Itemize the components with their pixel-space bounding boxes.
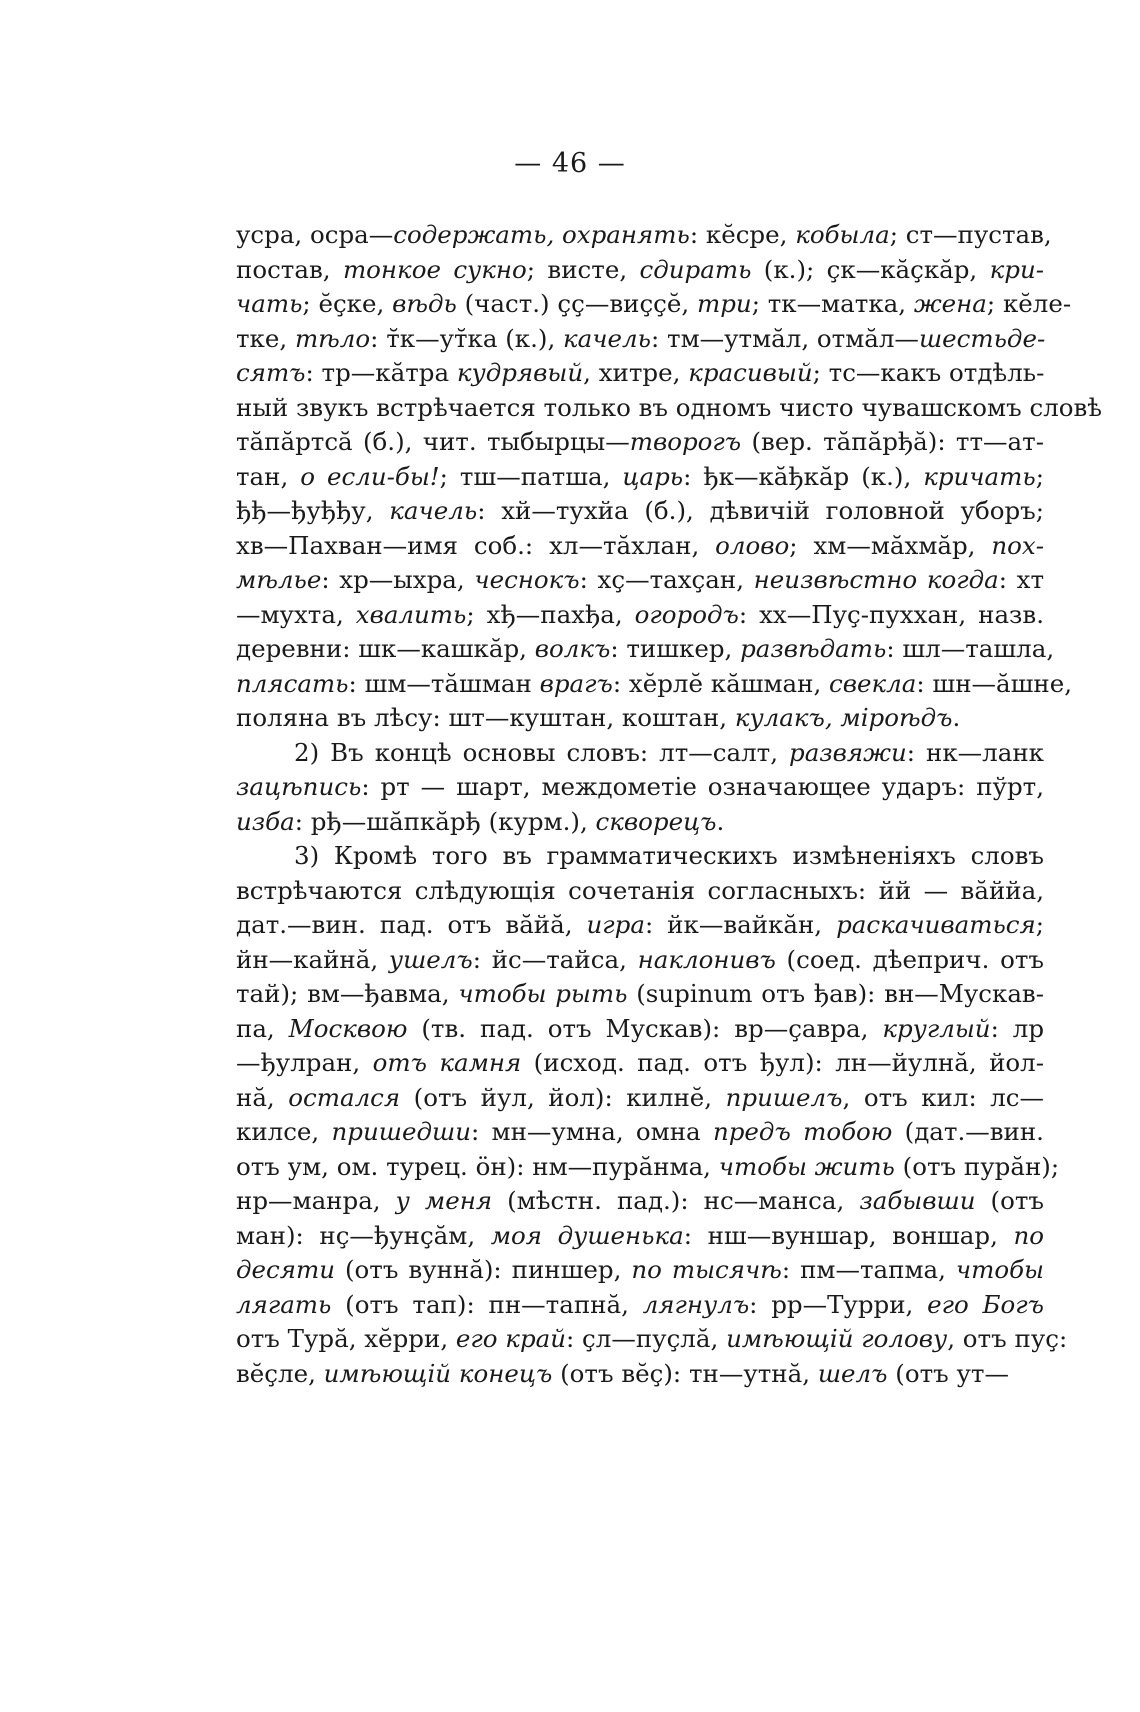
italic-gloss: качель xyxy=(563,323,651,353)
italic-gloss: имѣющій конецъ xyxy=(323,1358,553,1388)
text-run: поляна въ лѣсу: шт—куштан, коштан, xyxy=(236,703,735,732)
text-line xyxy=(236,736,1044,771)
text-line xyxy=(236,1081,1044,1116)
italic-gloss: у меня xyxy=(395,1186,493,1215)
italic-gloss: пох- xyxy=(991,530,1044,560)
text-run: ; висте, xyxy=(526,254,640,284)
text-line xyxy=(236,1115,1044,1150)
text-run: (исход. пад. отъ ђул): лн—йулнă, йол- xyxy=(521,1048,1044,1077)
text-run: ; хм—мăхмăр, xyxy=(789,530,992,560)
text-run: (отъ тап): пн—тапнă, xyxy=(331,1289,643,1319)
text-run: (отъ пурăн); xyxy=(894,1151,1060,1181)
text-run: дат.—вин. пад. отъ вăйă, xyxy=(236,910,587,939)
italic-gloss: красивый xyxy=(688,358,813,387)
italic-gloss: отъ камня xyxy=(372,1048,522,1077)
text-line xyxy=(236,805,1044,840)
text-run: , хитре, xyxy=(583,358,689,387)
italic-gloss: имѣющій голову xyxy=(726,1324,948,1353)
text-run: : т̆к—ут̆ка (к.), xyxy=(370,323,564,353)
italic-gloss: остался xyxy=(288,1082,401,1112)
text-run: : шн—ăшне, xyxy=(916,668,1073,698)
text-line xyxy=(236,425,1044,460)
text-run: (supinum отъ ђав): вн—Мускав- xyxy=(627,979,1045,1008)
text-run: ; тк—матка, xyxy=(751,289,914,318)
text-run: —ђулран, xyxy=(236,1048,373,1077)
italic-gloss: сдирать xyxy=(639,254,752,284)
italic-gloss: кобыла xyxy=(795,220,890,249)
page-number: — 46 — xyxy=(514,148,626,179)
italic-gloss: пришелъ xyxy=(725,1082,843,1112)
italic-gloss: тѣло xyxy=(294,323,371,353)
italic-gloss: о если-бы! xyxy=(300,461,440,491)
italic-gloss: врагъ xyxy=(539,668,613,698)
text-run: ; xyxy=(1035,461,1044,491)
italic-gloss: игра xyxy=(586,910,645,939)
text-run: : мн—умна, омна xyxy=(470,1117,713,1146)
text-line xyxy=(236,908,1044,943)
text-run: отъ Турă, хĕрри, xyxy=(236,1324,456,1353)
text-run: : шл—ташла, xyxy=(886,634,1055,663)
text-run: : хр—ыхра, xyxy=(321,565,475,594)
text-run: , отъ пуç: xyxy=(947,1324,1068,1353)
text-run: (соед. дѣеприч. отъ xyxy=(775,944,1044,974)
italic-gloss: предъ тобою xyxy=(712,1117,893,1146)
text-run: : тишкер, xyxy=(610,634,741,663)
text-line xyxy=(236,598,1044,633)
text-run: : рт — шарт, междометіе означающее ударъ: пўрт, xyxy=(361,772,1044,801)
italic-gloss: кричать xyxy=(923,461,1036,491)
italic-gloss: качель xyxy=(389,496,478,525)
italic-gloss: по xyxy=(1013,1220,1044,1250)
text-run: : нш—вуншар, воншар, xyxy=(683,1220,1014,1250)
italic-gloss: кудрявый xyxy=(456,358,584,387)
italic-gloss: развяжи xyxy=(789,737,907,767)
text-line xyxy=(236,322,1044,357)
italic-gloss: скворецъ xyxy=(595,806,717,836)
italic-gloss: шестьде- xyxy=(918,323,1046,353)
text-run: усра, осра— xyxy=(236,220,394,249)
text-run: ; хђ—пахђа, xyxy=(466,599,635,629)
text-line xyxy=(236,218,1052,253)
italic-gloss: по тысячѣ xyxy=(631,1255,782,1284)
text-run: нр—манра, xyxy=(236,1186,396,1215)
text-line xyxy=(236,977,1044,1012)
text-line xyxy=(236,356,1044,391)
text-run: ; xyxy=(1035,910,1044,939)
text-run: ; тс—какъ отдѣль- xyxy=(812,358,1045,387)
text-run: : лр xyxy=(990,1013,1045,1043)
text-run: йн—кайнă, xyxy=(236,944,389,974)
text-run: : пм—тапма, xyxy=(781,1255,956,1284)
italic-gloss: лягать xyxy=(236,1289,332,1319)
italic-gloss: свекла xyxy=(829,668,917,698)
text-line xyxy=(236,287,1072,322)
text-line xyxy=(236,253,1044,288)
italic-gloss: ушелъ xyxy=(388,944,473,974)
text-run: ; тш—патша, xyxy=(439,461,623,491)
text-run: (отъ вуннă): пиншер, xyxy=(334,1255,632,1284)
italic-gloss: тонкое сукно xyxy=(342,254,527,284)
italic-gloss: плясать xyxy=(236,668,349,698)
text-run: (отъ йул, йол): килнĕ, xyxy=(400,1082,726,1112)
italic-gloss: чеснокъ xyxy=(474,565,580,594)
text-line xyxy=(236,667,1073,702)
text-run: нă, xyxy=(236,1082,289,1112)
italic-gloss: царь xyxy=(622,461,684,491)
text-run: (отъ вĕç): тн—утнă, xyxy=(552,1358,818,1388)
italic-gloss: сятъ xyxy=(236,358,306,387)
text-run: (к.); çк—кăçкăр, xyxy=(751,254,990,284)
italic-gloss: круглый xyxy=(882,1013,991,1043)
italic-gloss: кри- xyxy=(989,254,1044,284)
text-run: : йс—тайса, xyxy=(472,944,638,974)
text-run: встрѣчаются слѣдующія сочетанія согласныхъ: йй — вăййа, xyxy=(236,875,1044,905)
text-run: : тм—утмăл, отмăл— xyxy=(650,323,919,353)
text-line xyxy=(236,1046,1044,1081)
text-run: , отъ кил: лс— xyxy=(842,1082,1045,1112)
italic-gloss: волкъ xyxy=(534,634,611,663)
italic-gloss: забывши xyxy=(859,1186,976,1215)
body-text xyxy=(236,218,1103,1391)
text-run: 2) Въ концѣ основы словъ: лт—салт, xyxy=(294,737,790,767)
text-run: хв—Пахван—имя соб.: хл—тăхлан, xyxy=(236,530,716,560)
text-run: —мухта, xyxy=(236,599,356,629)
text-run: ный звукъ встрѣчается только въ одномъ чисто чувашскомъ словѣ xyxy=(236,392,1103,422)
text-run: (дат.—вин. xyxy=(892,1117,1044,1146)
italic-gloss: кулакъ, міроѣдъ xyxy=(734,703,953,732)
text-run: : нк—ланк xyxy=(906,737,1044,767)
italic-gloss: чтобы жить xyxy=(718,1151,895,1181)
italic-gloss: огородъ xyxy=(634,599,739,629)
italic-gloss: раскачиваться xyxy=(836,910,1036,939)
text-line xyxy=(236,1150,1060,1185)
text-line xyxy=(236,701,1044,736)
text-run: тай); вм—ђавма, xyxy=(236,979,459,1008)
text-run: (отъ ут— xyxy=(887,1358,1009,1388)
text-line xyxy=(236,494,1044,529)
italic-gloss: содержать, охранять xyxy=(393,220,690,249)
text-run: : ђк—кăђкăр (к.), xyxy=(683,461,924,491)
italic-gloss: Москвою xyxy=(288,1013,408,1043)
italic-gloss: его Богъ xyxy=(927,1289,1045,1319)
text-line xyxy=(236,632,1055,667)
italic-gloss: олово xyxy=(715,530,790,560)
text-run: тке, xyxy=(236,323,295,353)
text-run: . xyxy=(716,806,725,836)
text-line xyxy=(236,874,1044,909)
italic-gloss: чтобы рыть xyxy=(458,979,628,1008)
italic-gloss: чтобы xyxy=(955,1255,1045,1284)
text-run: ђђ—ђуђђу, xyxy=(236,496,390,525)
text-line xyxy=(236,1357,1044,1392)
text-run: : çл—пуçлă, xyxy=(566,1324,727,1353)
italic-gloss: развѣдать xyxy=(740,634,887,663)
text-line xyxy=(236,1184,1044,1219)
italic-gloss: пришедши xyxy=(331,1117,471,1146)
text-run: тăпăртсă (б.), чит. тыбырцы— xyxy=(236,427,630,456)
text-run: : хй—тухйа (б.), дѣвичій головной уборъ; xyxy=(477,496,1044,525)
text-line xyxy=(236,839,1044,874)
text-run: (отъ xyxy=(975,1186,1044,1215)
italic-gloss: наклонивъ xyxy=(637,944,776,974)
text-run: килсе, xyxy=(236,1117,332,1146)
italic-gloss: зацѣпись xyxy=(236,772,362,801)
text-line xyxy=(236,1012,1044,1047)
text-run: . xyxy=(952,703,961,732)
text-run: отъ ум, ом. турец. öн): нм—пурăнма, xyxy=(236,1151,719,1181)
text-line xyxy=(236,770,1044,805)
text-run: : рђ—шăпкăрђ (курм.), xyxy=(294,806,596,836)
italic-gloss: моя душенька xyxy=(490,1220,684,1250)
text-run: (вер. тăпăрђă): тт—ат- xyxy=(741,427,1044,456)
text-run: : хç—тахçан, xyxy=(579,565,754,594)
italic-gloss: три xyxy=(696,289,752,318)
italic-gloss: его край xyxy=(455,1324,567,1353)
text-run: ; ст—пустав, xyxy=(889,220,1052,249)
italic-gloss: лягнулъ xyxy=(642,1289,750,1319)
italic-gloss: жена xyxy=(913,289,987,318)
italic-gloss: хвалить xyxy=(355,599,467,629)
text-run: (част.) çç—виççĕ, xyxy=(456,289,697,318)
text-run: деревни: шк—кашкăр, xyxy=(236,634,535,663)
text-line xyxy=(236,1219,1044,1254)
text-run: : шм—тăшман xyxy=(348,668,540,698)
italic-gloss: десяти xyxy=(236,1255,335,1284)
text-run: постав, xyxy=(236,254,343,284)
text-run: : йк—вайкăн, xyxy=(644,910,837,939)
italic-gloss: шелъ xyxy=(817,1358,888,1388)
text-line xyxy=(236,943,1044,978)
text-line xyxy=(236,1288,1044,1323)
text-run: : хт xyxy=(998,565,1044,594)
italic-gloss: изба xyxy=(236,806,295,836)
text-line xyxy=(236,529,1044,564)
text-run: тан, xyxy=(236,461,301,491)
italic-gloss: вѣдь xyxy=(392,289,457,318)
text-run: : кĕсре, xyxy=(689,220,796,249)
text-line xyxy=(236,563,1044,598)
text-run: па, xyxy=(236,1013,289,1043)
text-run: 3) Кромѣ того въ грамматическихъ измѣненіяхъ словъ xyxy=(294,841,1044,870)
italic-gloss: творогъ xyxy=(629,427,742,456)
text-run: ; кĕле- xyxy=(986,289,1072,318)
text-run: : хх—Пуç-пуххан, назв. xyxy=(738,599,1045,629)
text-run: : рр—Турри, xyxy=(749,1289,928,1319)
italic-gloss: мѣлье xyxy=(236,565,322,594)
text-run: ман): нç—ђунçăм, xyxy=(236,1220,491,1250)
italic-gloss: чать xyxy=(236,289,303,318)
text-run: ; ĕçке, xyxy=(302,289,393,318)
text-line xyxy=(236,1322,1068,1357)
text-line xyxy=(236,391,1103,426)
text-run: вĕçле, xyxy=(236,1358,324,1388)
text-run: (мѣстн. пад.): нс—манса, xyxy=(492,1186,860,1215)
text-run: (тв. пад. отъ Мускав): вр—çавра, xyxy=(407,1013,883,1043)
text-line xyxy=(236,460,1044,495)
text-run: : тр—кăтра xyxy=(305,358,457,387)
text-line xyxy=(236,1253,1044,1288)
italic-gloss: неизвѣстно когда xyxy=(753,565,999,594)
text-run: : хĕрлĕ кăшман, xyxy=(612,668,830,698)
